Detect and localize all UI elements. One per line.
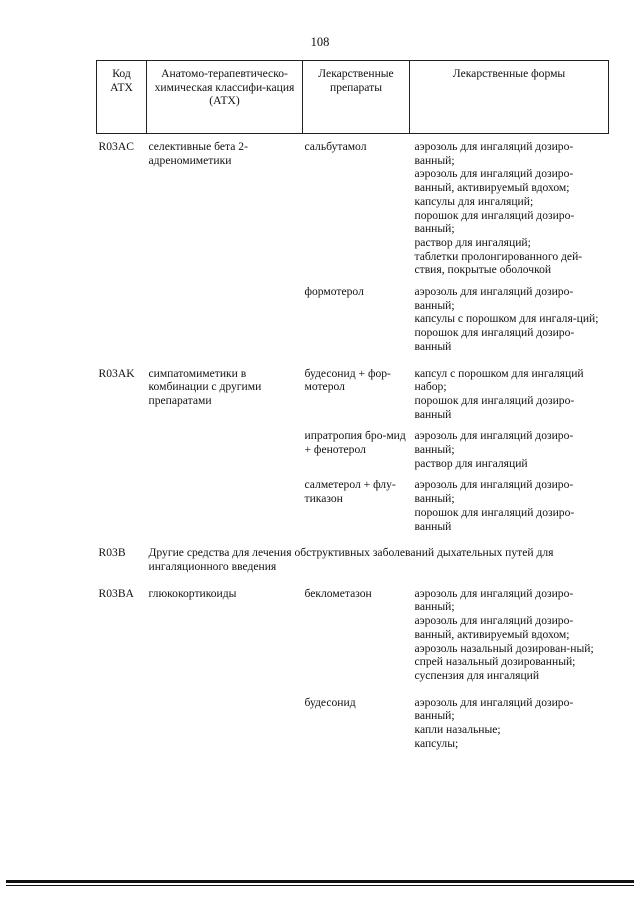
- atc-classification: симпатомиметики в комбинации с другими препаратами: [148, 366, 262, 407]
- footer-rule-thin: [6, 885, 634, 886]
- drug-name: беклометазон: [304, 586, 372, 600]
- header-atc-code: Код АТХ: [97, 61, 147, 134]
- header-medicinal-products: Лекарственные препараты: [303, 61, 410, 134]
- table-header: [97, 61, 609, 134]
- dosage-forms-cell: [410, 429, 609, 470]
- dosage-form: капли назальные;: [414, 723, 501, 737]
- footer-rule-thick: [6, 880, 634, 883]
- table-row: [97, 429, 609, 470]
- dosage-form: суспензия для ингаляций: [414, 668, 540, 682]
- dosage-forms-cell: [410, 587, 609, 683]
- dosage-form: аэрозоль для ингаляций дозиро-ванный;: [414, 285, 574, 312]
- atc-classification: селективные бета 2-адреномиметики: [148, 140, 248, 167]
- dosage-form: раствор для ингаляций;: [414, 235, 531, 249]
- header-dosage-forms: Лекарственные формы: [410, 61, 609, 134]
- drug-name: формотерол: [304, 285, 364, 299]
- dosage-form: капсулы;: [414, 736, 459, 750]
- table-row: [97, 587, 609, 683]
- drug-name: сальбутамол: [304, 140, 367, 153]
- dosage-form: аэрозоль назальный дозирован-ный;: [414, 641, 594, 655]
- dosage-form: аэрозоль для ингаляций дозиро-ванный;: [414, 429, 574, 457]
- dosage-form: раствор для ингаляций: [414, 456, 528, 470]
- drug-name: будесонид: [304, 695, 356, 709]
- drug-name: салметерол + флу-тиказон: [304, 478, 396, 506]
- dosage-form: капсулы для ингаляций;: [414, 194, 534, 208]
- dosage-form: порошок для ингаляций дозиро-ванный;: [414, 208, 575, 236]
- atc-code: R03BA: [98, 586, 134, 600]
- dosage-form: спрей назальный дозированный;: [414, 655, 576, 669]
- table-row: [97, 140, 609, 277]
- dosage-forms-cell: [410, 478, 609, 533]
- dosage-form: аэрозоль для ингаляций дозиро-ванный;: [414, 586, 574, 614]
- atc-code: R03B: [98, 546, 126, 560]
- table-body: [97, 134, 609, 751]
- table-row: [97, 285, 609, 354]
- page-number: 108: [310, 35, 330, 49]
- drug-classification-table: [96, 60, 609, 750]
- drug-name: ипратропия бро-мид + фенотерол: [304, 429, 406, 457]
- dosage-forms-cell: [410, 367, 609, 422]
- dosage-form: аэрозоль для ингаляций дозиро-ванный;: [414, 140, 574, 167]
- dosage-form: аэрозоль для ингаляций дозиро-ванный, активируемый вдохом;: [414, 167, 574, 195]
- dosage-forms-cell: [410, 696, 609, 751]
- table-row: [97, 546, 609, 573]
- group-title: Другие средства для лечения обструктивных заболеваний дыхательных путей для ингаляционного введения: [148, 546, 554, 573]
- header-atc-classification: Анатомо-терапевтическо-химическая классифи-кация (АТХ): [147, 61, 303, 134]
- dosage-form: аэрозоль для ингаляций дозиро-ванный;: [414, 695, 574, 723]
- drug-table-sheet: [96, 60, 608, 750]
- dosage-form: капсул с порошком для ингаляций набор;: [414, 366, 584, 394]
- dosage-form: порошок для ингаляций дозиро-ванный: [414, 326, 575, 353]
- dosage-form: аэрозоль для ингаляций дозиро-ванный;: [414, 478, 574, 506]
- table-row: [97, 478, 609, 533]
- atc-classification: глюкокортикоиды: [148, 586, 237, 600]
- table-row: [97, 367, 609, 422]
- dosage-form: капсулы с порошком для ингаля-ций;: [414, 312, 599, 326]
- atc-code: R03AC: [98, 140, 134, 153]
- dosage-form: аэрозоль для ингаляций дозиро-ванный, активируемый вдохом;: [414, 614, 574, 641]
- dosage-form: таблетки пролонгированного дей-ствия, покрытые оболочкой: [414, 249, 583, 277]
- dosage-forms-cell: [410, 140, 609, 277]
- dosage-form: порошок для ингаляций дозиро-ванный: [414, 393, 575, 421]
- dosage-forms-cell: [410, 285, 609, 354]
- drug-name: будесонид + фор-мотерол: [304, 366, 391, 394]
- atc-code: R03AK: [98, 366, 135, 380]
- table-row: [97, 696, 609, 751]
- dosage-form: порошок для ингаляций дозиро-ванный: [414, 505, 575, 533]
